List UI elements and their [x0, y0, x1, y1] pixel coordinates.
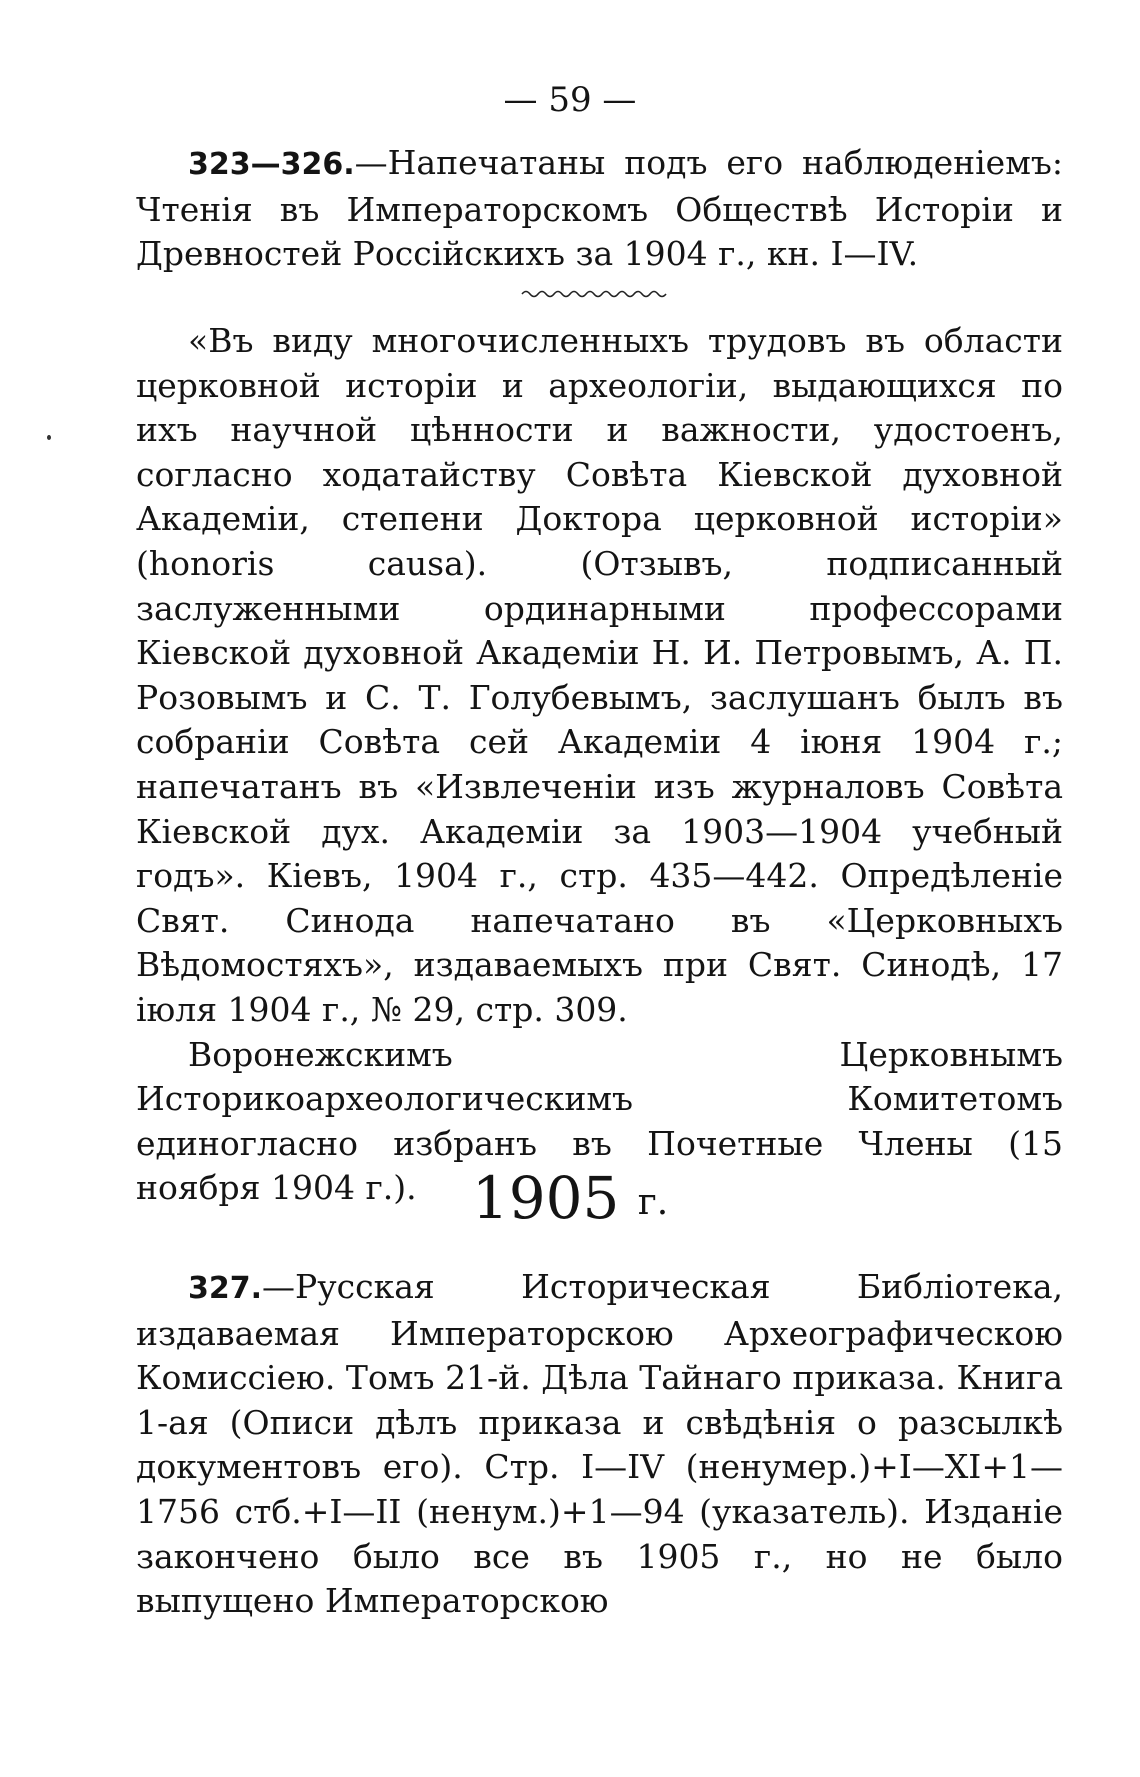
entry-323-326 [136, 141, 1063, 277]
entry-text: —Напечатаны подъ его наблюденіемъ: Чтенія въ Императорскомъ Обществѣ Исторіи и Древностей Россійскихъ за 1904 г., кн. I—IV. [136, 143, 1063, 274]
election-paragraph: Воронежскимъ Церковнымъ Историкоархеологическимъ Комитетомъ единогласно избранъ въ Почетные Члены (15 ноября 1904 г.). [136, 1034, 1063, 1208]
print-speck [47, 435, 51, 440]
quote-block [136, 319, 1063, 1211]
entry-327-paragraph [136, 1265, 1063, 1624]
entry-323-paragraph [136, 141, 1063, 277]
entry-number: 323—326. [188, 147, 355, 182]
quote-paragraph: «Въ виду многочисленныхъ трудовъ въ области церковной исторіи и археологіи, выдающихся по ихъ научной цѣнности и важности, удостоенъ, согласно ходатайству Совѣта Кіевской духовной Академіи, степени Доктора церковной исторіи» (honoris causa). (Отзывъ, подписанный заслуженными ординарными профессорами Кіевской духовной Академіи Н. И. Петровымъ, А. П. Розовымъ и С. Т. Голубевымъ, заслушанъ былъ въ собраніи Совѣта сей Академіи 4 іюня 1904 г.; напечатанъ въ «Извлеченіи изъ журналовъ Совѣта Кіевской дух. Академіи за 1903—1904 учебный годъ». Кіевъ, 1904 г., стр. 435—442. Опредѣленіе Свят. Синода напечатано въ «Церковныхъ Вѣдомостяхъ», издаваемыхъ при Свят. Синодѣ, 17 іюля 1904 г., № 29, стр. 309. [136, 321, 1063, 1029]
page-number: — 59 — [503, 80, 637, 120]
entry-text: —Русская Историческая Библіотека, издаваемая Императорскою Археографическою Комиссіею. Томъ 21-й. Дѣла Тайнаго приказа. Книга 1-ая (Описи дѣлъ приказа и свѣдѣнія о разсылкѣ документовъ его). Стр. I—IV (ненумер.)+I—XI+1—1756 стб.+I—II (ненум.)+1—94 (указатель). Изданіе закончено было все въ 1905 г., но не было выпущено Императорскою [136, 1267, 1063, 1621]
wavy-rule-ornament-icon [520, 286, 670, 302]
entry-number: 327. [188, 1271, 263, 1306]
entry-327 [136, 1265, 1063, 1624]
year-suffix: г. [637, 1182, 669, 1223]
year-number: 1905 [471, 1164, 620, 1232]
year-heading [0, 1158, 1140, 1243]
